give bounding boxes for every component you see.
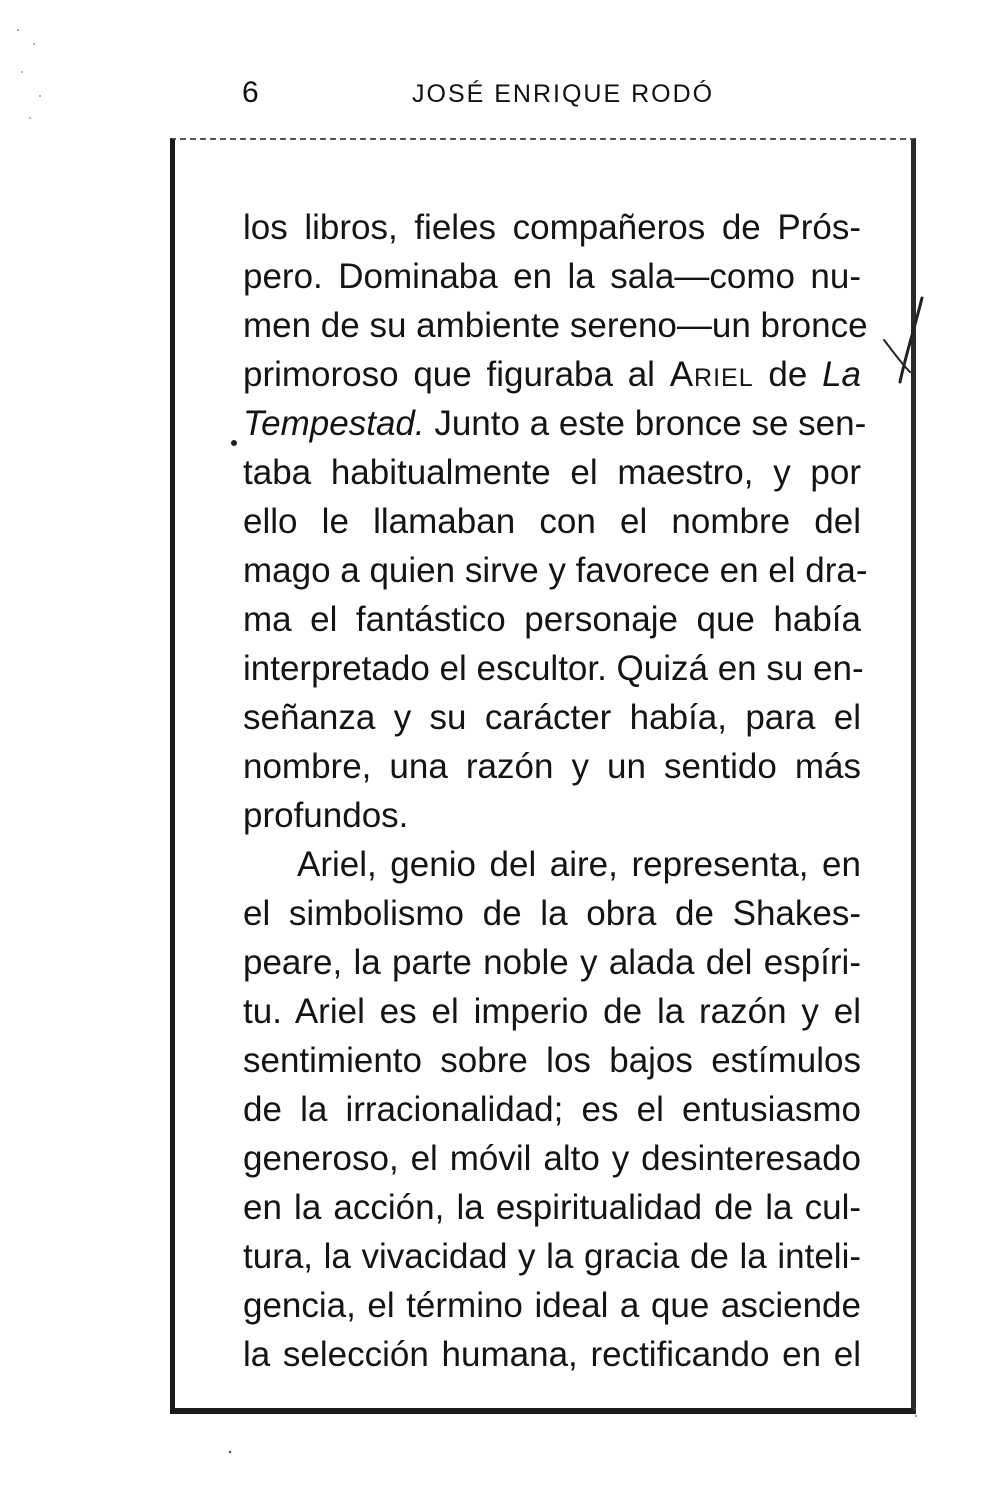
text-line: nombre, una razón y un sentido más	[243, 747, 861, 786]
text-line: gencia, el término ideal a que asciende	[243, 1286, 861, 1325]
margin-check-mark-icon	[870, 290, 930, 390]
text-line: ma el fantástico personaje que había	[243, 600, 861, 639]
text-line	[243, 350, 861, 399]
body-text	[243, 203, 868, 1379]
text-segment: primoroso que figuraba al	[243, 355, 670, 394]
text-line: tura, la vivacidad y la gracia de la inteli-	[243, 1237, 861, 1276]
text-line: Ariel, genio del aire, representa, en	[297, 845, 861, 884]
text-line: los libros, fieles compañeros de Prós-	[243, 208, 861, 247]
text-line: men de su ambiente sereno—un bronce	[243, 306, 868, 345]
ink-speck	[231, 440, 237, 446]
italic-title: La	[822, 355, 861, 394]
text-line: de la irracionalidad; es el entusiasmo	[243, 1090, 861, 1129]
text-line: peare, la parte noble y alada del espíri-	[243, 943, 861, 982]
text-segment: Junto a este bronce se sen-	[424, 404, 867, 443]
text-line: generoso, el móvil alto y desinteresado	[243, 1139, 861, 1178]
text-line: el simbolismo de la obra de Shakes-	[243, 894, 861, 933]
running-head	[0, 76, 1000, 116]
text-line: pero. Dominaba en la sala—como nu-	[243, 257, 861, 296]
text-line: taba habitualmente el maestro, y por	[243, 453, 861, 492]
text-line: interpretado el escultor. Quizá en su en-	[243, 649, 864, 688]
ariel-smallcaps: Ariel	[669, 355, 754, 394]
text-line	[243, 399, 867, 448]
text-line: en la acción, la espiritualidad de la cul-	[243, 1188, 861, 1227]
text-segment: de	[753, 355, 823, 394]
text-line: ello le llamaban con el nombre del	[243, 502, 861, 541]
text-line: señanza y su carácter había, para el	[243, 698, 861, 737]
text-line: tu. Ariel es el imperio de la razón y el	[243, 992, 861, 1031]
running-title: JOSÉ ENRIQUE RODÓ	[412, 80, 715, 108]
italic-title: Tempestad.	[243, 404, 425, 443]
page-number: 6	[242, 76, 260, 109]
text-line: mago a quien sirve y favorece en el dra-	[243, 551, 868, 590]
text-line: la selección humana, rectificando en el	[243, 1335, 861, 1374]
text-line: sentimiento sobre los bajos estímulos	[243, 1041, 861, 1080]
text-line: profundos.	[243, 796, 409, 835]
